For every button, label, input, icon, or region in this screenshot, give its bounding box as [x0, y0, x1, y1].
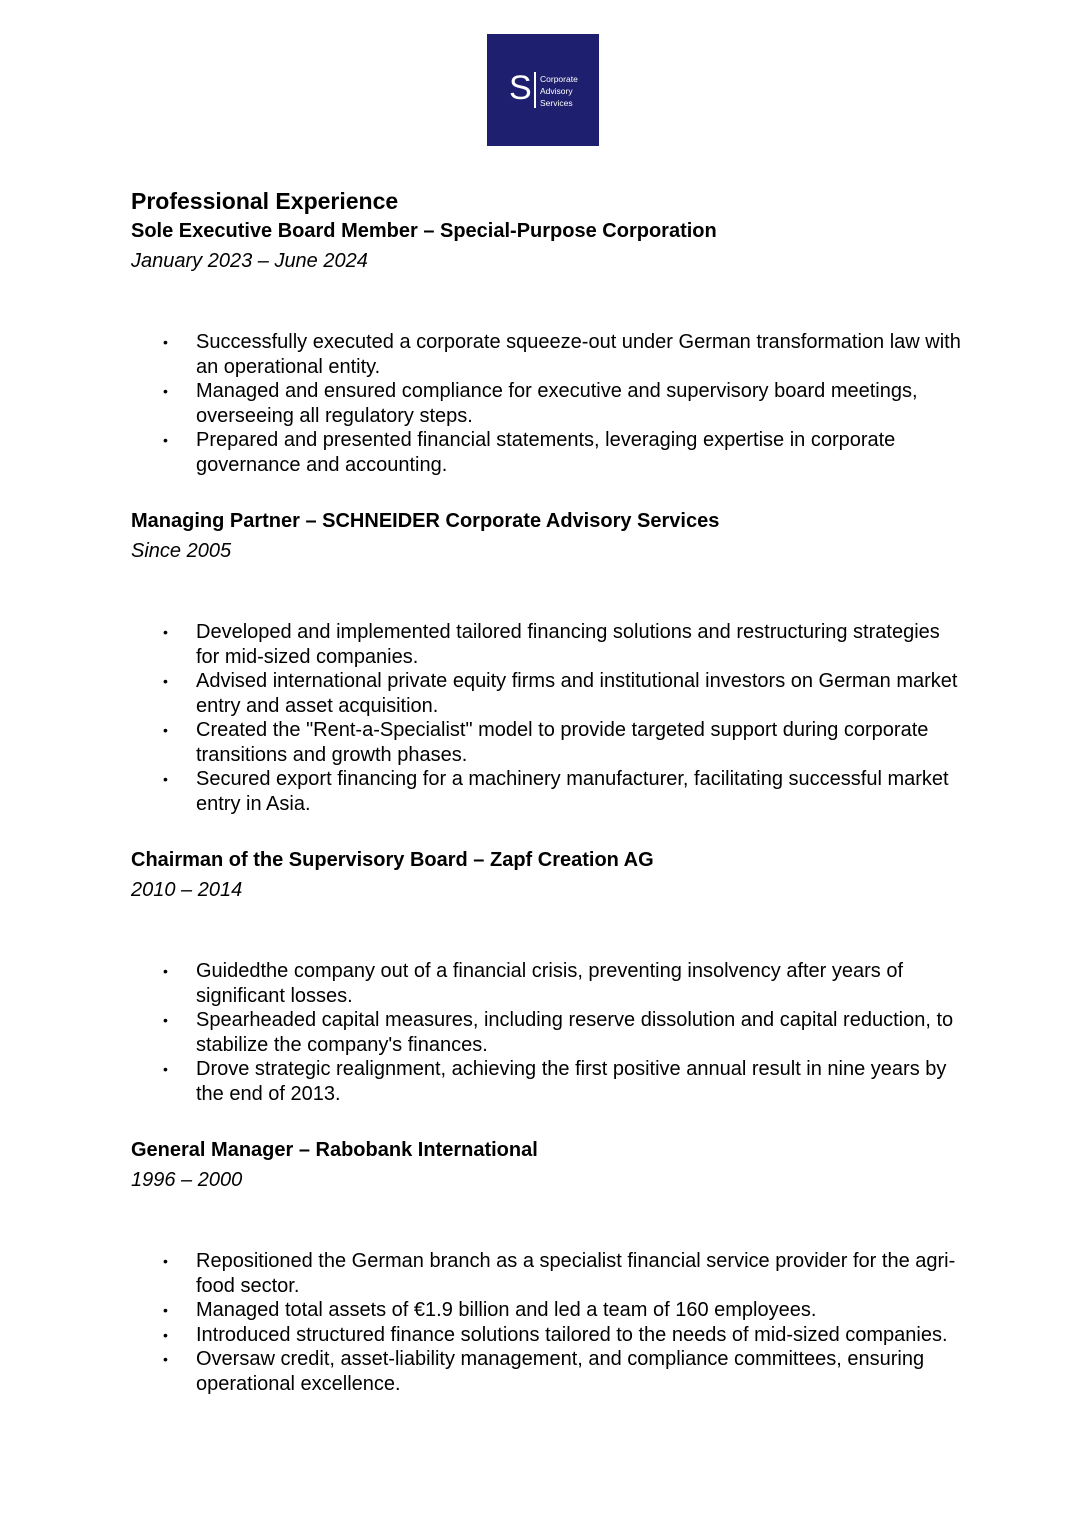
bullet-icon: •	[163, 1012, 168, 1028]
bullet-item	[131, 669, 966, 718]
job-title: Chairman of the Supervisory Board – Zapf Creation AG	[131, 849, 654, 871]
bullet-item	[131, 379, 966, 428]
bullet-item	[131, 620, 966, 669]
logo-line: Corporate	[540, 74, 578, 84]
job-entry	[131, 845, 961, 1106]
experience-section	[131, 186, 961, 1396]
bullet-icon: •	[163, 1253, 168, 1269]
logo-letter: S	[509, 69, 532, 107]
bullet-item	[131, 330, 966, 379]
bullet-text: Spearheaded capital measures, including reserve dissolution and capital reduction, to stabilize the company's finances.	[196, 1009, 954, 1056]
company-logo	[487, 34, 599, 146]
bullet-text: Secured export financing for a machinery manufacturer, facilitating successful market entry in Asia.	[196, 768, 949, 815]
bullet-item	[131, 1057, 966, 1106]
job-entry	[131, 1135, 961, 1396]
job-title: Sole Executive Board Member – Special-Purpose Corporation	[131, 220, 717, 242]
bullet-text: Introduced structured finance solutions tailored to the needs of mid-sized companies.	[196, 1323, 948, 1346]
bullet-icon: •	[163, 432, 168, 448]
logo-text	[540, 73, 578, 109]
bullet-icon: •	[163, 673, 168, 689]
job-title: General Manager – Rabobank International	[131, 1139, 538, 1161]
bullet-text: Repositioned the German branch as a specialist financial service provider for the agri-food sector.	[196, 1250, 956, 1297]
job-entry	[131, 506, 961, 816]
bullet-item	[131, 767, 966, 816]
job-bullets	[131, 620, 961, 816]
bullet-icon: •	[163, 771, 168, 787]
bullet-item	[131, 718, 966, 767]
bullet-icon: •	[163, 1061, 168, 1077]
bullet-text: Prepared and presented financial statements, leveraging expertise in corporate governance and accounting.	[196, 429, 896, 476]
logo-divider	[534, 72, 536, 108]
bullet-icon: •	[163, 1351, 168, 1367]
logo-line: Services	[540, 98, 573, 108]
bullet-text: Oversaw credit, asset-liability management, and compliance committees, ensuring operational excellence.	[196, 1348, 925, 1395]
job-bullets	[131, 330, 961, 477]
bullet-item	[131, 1008, 966, 1057]
bullet-icon: •	[163, 624, 168, 640]
bullet-icon: •	[163, 1326, 168, 1343]
job-dates: January 2023 – June 2024	[131, 250, 368, 272]
job-bullets	[131, 959, 961, 1106]
bullet-item	[131, 959, 966, 1008]
bullet-text: Guidedthe company out of a financial crisis, preventing insolvency after years of significant losses.	[196, 960, 904, 1007]
bullet-text: Advised international private equity firms and institutional investors on German market entry and asset acquisition.	[196, 670, 958, 717]
bullet-icon: •	[163, 383, 168, 399]
bullet-text: Created the "Rent-a-Specialist" model to provide targeted support during corporate transitions and growth phases.	[196, 719, 929, 766]
job-title: Managing Partner – SCHNEIDER Corporate Advisory Services	[131, 510, 720, 532]
bullet-text: Managed total assets of €1.9 billion and led a team of 160 employees.	[196, 1299, 817, 1321]
bullet-icon: •	[163, 963, 168, 979]
bullet-icon: •	[163, 1302, 168, 1318]
bullet-icon: •	[163, 722, 168, 738]
section-title: Professional Experience	[131, 188, 399, 214]
job-dates: 2010 – 2014	[131, 879, 243, 901]
job-dates: Since 2005	[131, 540, 232, 562]
bullet-item	[131, 1249, 966, 1298]
job-dates: 1996 – 2000	[131, 1169, 243, 1191]
job-entry	[131, 216, 961, 477]
job-bullets	[131, 1249, 961, 1396]
bullet-item	[131, 428, 966, 477]
bullet-text: Managed and ensured compliance for executive and supervisory board meetings, overseeing all regulatory steps.	[196, 380, 918, 427]
bullet-text: Developed and implemented tailored financing solutions and restructuring strategies for mid-sized companies.	[196, 621, 940, 668]
bullet-icon: •	[163, 334, 168, 350]
bullet-item	[131, 1298, 966, 1323]
logo-line: Advisory	[540, 86, 573, 96]
bullet-item	[131, 1323, 966, 1348]
bullet-text: Successfully executed a corporate squeeze-out under German transformation law with an operational entity.	[196, 331, 961, 378]
bullet-item	[131, 1347, 966, 1396]
bullet-text: Drove strategic realignment, achieving the first positive annual result in nine years by the end of 2013.	[196, 1058, 947, 1105]
